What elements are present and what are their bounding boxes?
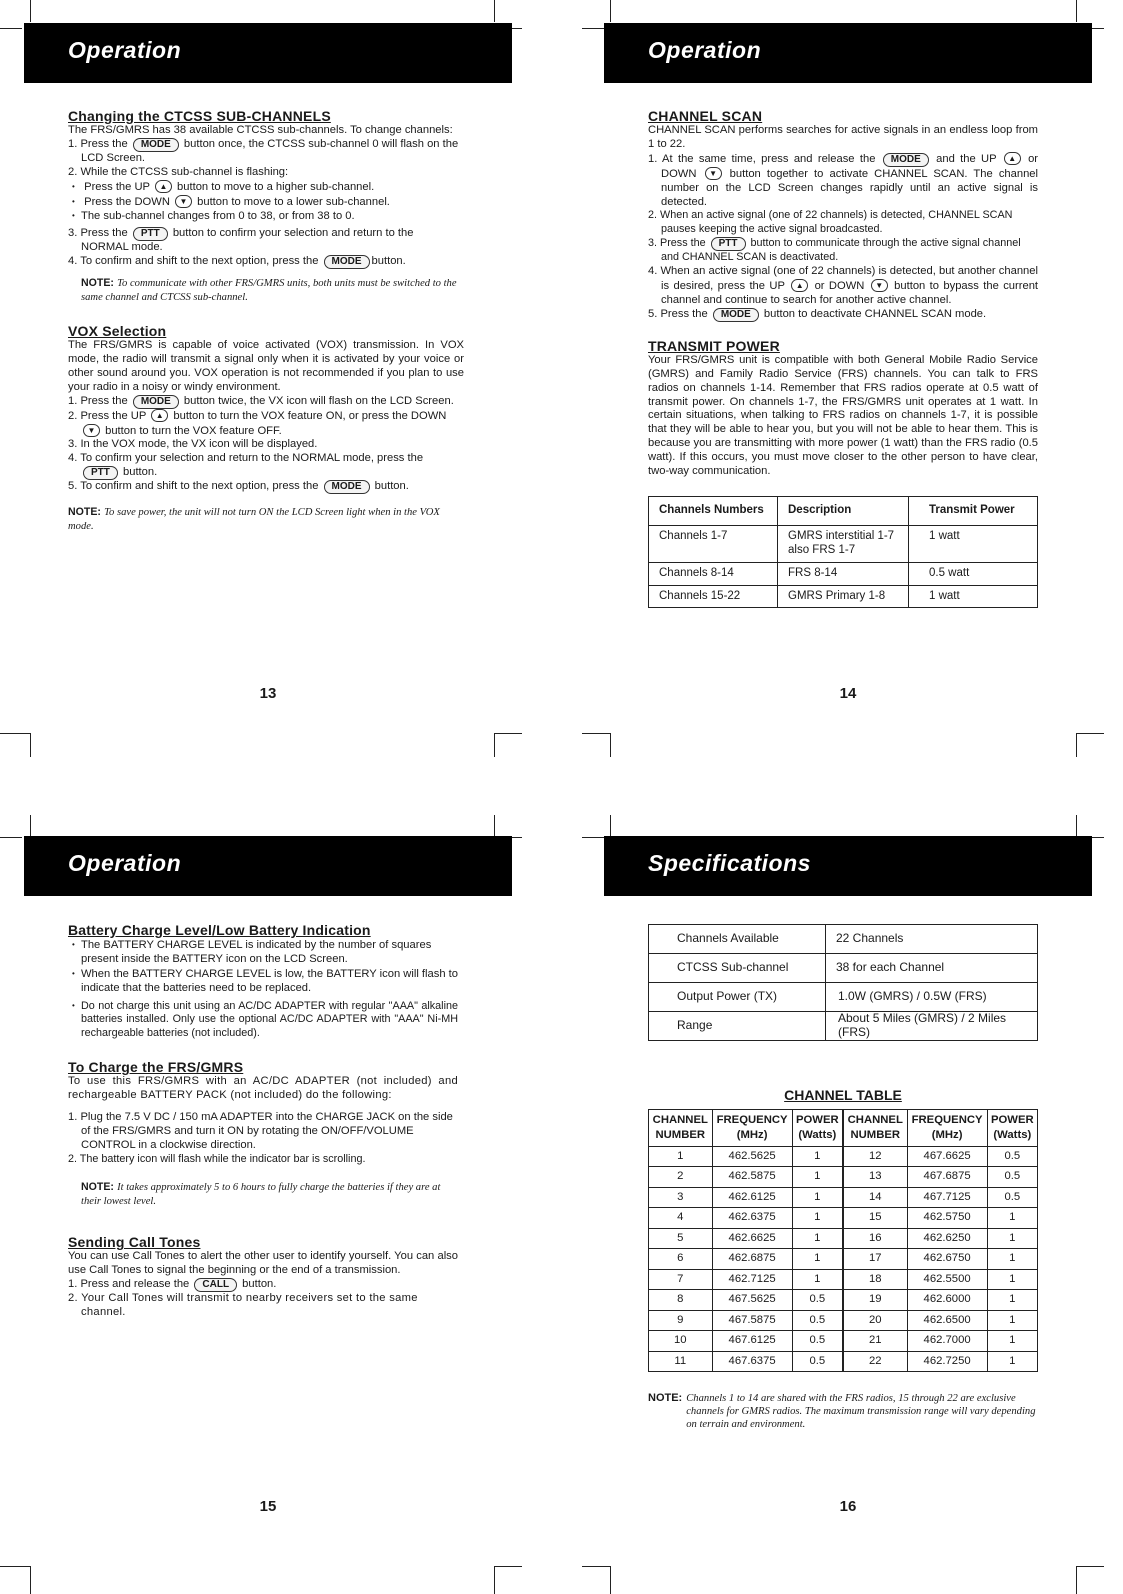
table-cell: 0.5 [987,1167,1037,1188]
table-cell: 1 watt [909,585,1038,608]
table-cell: 467.5875 [712,1310,792,1331]
down-key-icon: ▼ [705,167,722,180]
ctcss-step-1: 1. Press the MODE button once, the CTCSS sub-channel 0 will flash on the LCD Screen. [68,137,459,164]
spec-value: 22 Channels [826,925,1038,954]
call-intro: You can use Call Tones to alert the other user to identify yourself. You can also use Call Tones to signal the beginning or the end of a transmission. [68,1250,458,1277]
page14-content [648,110,1038,608]
table-row [649,1290,1038,1311]
vox-step-3: 3. In the VOX mode, the VX icon will be displayed. [68,438,318,451]
table-row [649,525,1038,562]
table-cell: 9 [649,1310,713,1331]
specifications-table [648,924,1038,1041]
table-cell: 462.5750 [907,1208,987,1229]
table-cell: 0.5 [792,1351,843,1372]
ptt-key-icon: PTT [83,466,118,480]
table-header: Channels Numbers [649,496,778,525]
table-cell: 1 [792,1167,843,1188]
table-cell: 462.6375 [712,1208,792,1229]
channel-table-title: CHANNEL TABLE [784,1087,902,1103]
table-row [649,562,1038,585]
spec-value: 38 for each Channel [826,954,1038,983]
mode-key-icon: MODE [133,395,179,409]
vox-note: NOTE: To save power, the unit will not turn ON the LCD Screen light when in the VOX mode. [68,506,440,533]
charge-step-1: 1. Plug the 7.5 V DC / 150 mA ADAPTER into the CHARGE JACK on the side of the FRS/GMRS and turn it ON by rotating the ON/OFF/VOLUME CONTROL in a clockwise direction. [68,1110,453,1151]
charge-heading: To Charge the FRS/GMRS [68,1059,244,1076]
vox-step-4: 4. To confirm your selection and return to the NORMAL mode, press the PTT button. [68,452,424,479]
vox-step-1: 1. Press the MODE button twice, the VX icon will flash on the LCD Screen. [68,394,454,407]
up-key-icon: ▲ [151,409,168,422]
channel-note [648,1392,1038,1431]
table-cell: 5 [649,1228,713,1249]
table-cell: 4 [649,1208,713,1229]
battery-bullet-2: • When the BATTERY CHARGE LEVEL is low, the BATTERY icon will flash to indicate that the batteries need to be replaced. [68,967,458,996]
table-cell: 20 [843,1310,907,1331]
table-row [649,1310,1038,1331]
table-cell: 462.5625 [712,1146,792,1167]
table-cell: 1 [792,1187,843,1208]
table-cell: 467.6875 [907,1167,987,1188]
table-cell: 1 [987,1310,1037,1331]
battery-bullet-3: • Do not charge this unit using an AC/DC ADAPTER with regular "AAA" alkaline batteries installed. Only use the optional AC/DC ADAPTER with "AAA" Ni-MH rechargeable batteries (not included). [68,999,458,1042]
page16-banner [604,836,1092,896]
table-cell: 1 [987,1249,1037,1270]
scan-step-2: 2. When an active signal (one of 22 channels) is detected, CHANNEL SCAN pauses keeping the active signal broadcasted. [648,209,1013,236]
spec-label: Range [649,1012,826,1041]
table-cell: 3 [649,1187,713,1208]
ptt-key-icon: PTT [711,237,746,251]
spec-label: Output Power (TX) [649,983,826,1012]
table-cell: 462.6250 [907,1228,987,1249]
page15-number: 15 [259,1498,277,1515]
table-cell: 0.5 [987,1146,1037,1167]
table-cell: 1 [649,1146,713,1167]
table-cell: 462.6625 [712,1228,792,1249]
table-cell: 8 [649,1290,713,1311]
table-cell: 15 [843,1208,907,1229]
table-row [649,1351,1038,1372]
table-cell: 7 [649,1269,713,1290]
power-heading: TRANSMIT POWER [648,337,780,354]
transmit-power-table [648,496,1038,609]
table-cell: 1 [987,1269,1037,1290]
table-cell: 467.6125 [712,1331,792,1352]
table-cell: 16 [843,1228,907,1249]
table-cell: 467.6625 [907,1146,987,1167]
table-cell: 462.6500 [907,1310,987,1331]
scan-step-5: 5. Press the MODE button to deactivate CHANNEL SCAN mode. [648,307,987,320]
down-key-icon: ▼ [83,424,100,437]
scan-step-1: 1. At the same time, press and release the MODE and the UP ▲ or DOWN ▼ button together to activate CHANNEL SCAN. The channel number on the LCD Screen changes rapidly until an active signal is detected. [648,152,1039,208]
table-cell: 467.7125 [907,1187,987,1208]
table-row [649,1249,1038,1270]
table-cell: 462.6125 [712,1187,792,1208]
table-row [649,954,1038,983]
table-cell: 1 [792,1208,843,1229]
table-row [649,925,1038,954]
table-row [649,983,1038,1012]
page13-content [68,110,464,534]
table-cell: 6 [649,1249,713,1270]
table-cell: 1 [792,1249,843,1270]
table-header-row [649,496,1038,525]
vox-step-5: 5. To confirm and shift to the next option, press the MODE button. [68,480,409,493]
table-cell: 1 [987,1290,1037,1311]
table-cell: 1 [987,1228,1037,1249]
ptt-key-icon: PTT [133,227,168,241]
down-key-icon: ▼ [175,195,192,208]
page15-banner [24,836,512,896]
battery-bullet-1: • The BATTERY CHARGE LEVEL is indicated by the number of squares present inside the BATTERY icon on the LCD Screen. [68,938,458,967]
table-row [649,1228,1038,1249]
table-cell: Channels 15-22 [649,585,778,608]
vox-step-2: 2. Press the UP ▲ button to turn the VOX feature ON, or press the DOWN ▼ button to turn the VOX feature OFF. [68,409,447,437]
vox-intro: The FRS/GMRS is capable of voice activated (VOX) transmission. In VOX mode, the radio will transmit a signal only when it is activated by your voice or other sound around you. VOX operation is not recommended if you plan to use your radio in a noisy or windy environment. [68,338,464,393]
page13-banner [24,23,512,83]
page15-content [68,924,458,1320]
page14-number: 14 [839,685,857,702]
table-cell: 462.6875 [712,1249,792,1270]
table-cell: 1 [792,1228,843,1249]
table-cell: 462.5875 [712,1167,792,1188]
table-row [649,1167,1038,1188]
ctcss-bullet-up: • Press the UP ▲ button to move to a higher sub-channel. [68,180,464,195]
call-heading: Sending Call Tones [68,1234,201,1251]
call-step-2: 2. Your Call Tones will transmit to nearby receivers set to the same channel. [68,1292,418,1319]
table-header: Description [778,496,909,525]
table-cell: 1 [792,1269,843,1290]
table-cell: Channels 1-7 [649,525,778,562]
table-cell: 462.7250 [907,1351,987,1372]
header-channel: CHANNEL NUMBER [649,1109,713,1146]
table-cell: 10 [649,1331,713,1352]
charge-step-2: 2. The battery icon will flash while the indicator bar is scrolling. [68,1152,366,1165]
table-cell: 19 [843,1290,907,1311]
call-key-icon: CALL [194,1278,237,1292]
channel-note-text: Channels 1 to 14 are shared with the FRS radios, 15 through 22 are exclusive channels for GMRS radios. The maximum transmission range will vary depending on terrain and environment. [686,1393,1036,1431]
table-header: Transmit Power [909,496,1038,525]
table-cell: 22 [843,1351,907,1372]
table-row [649,1146,1038,1167]
charge-intro: To use this FRS/GMRS with an AC/DC ADAPTER (not included) and rechargeable BATTERY PACK (not included) do the following: [68,1075,458,1102]
ctcss-note: NOTE: To communicate with other FRS/GMRS units, both units must be switched to the same channel and CTCSS sub-channel. [81,277,457,304]
table-cell: 12 [843,1146,907,1167]
table-cell: 462.5500 [907,1269,987,1290]
header-power: POWER (Watts) [792,1109,843,1146]
header-power: POWER (Watts) [987,1109,1037,1146]
table-cell: FRS 8-14 [778,562,909,585]
scan-intro: CHANNEL SCAN performs searches for active signals in an endless loop from 1 to 22. [648,123,1038,150]
spec-value: About 5 Miles (GMRS) / 2 Miles (FRS) [826,1012,1038,1041]
table-cell: 467.5625 [712,1290,792,1311]
table-cell: 1 watt [909,525,1038,562]
header-frequency: FREQUENCY (MHz) [907,1109,987,1146]
table-cell: 0.5 watt [909,562,1038,585]
table-cell: 462.6750 [907,1249,987,1270]
ctcss-step-2: 2. While the CTCSS sub-channel is flashing: [68,165,289,178]
table-cell: 18 [843,1269,907,1290]
mode-key-icon: MODE [713,308,759,322]
table-cell: 2 [649,1167,713,1188]
mode-key-icon: MODE [883,153,929,167]
page14-banner-title: Operation [648,37,762,63]
channel-table-header-row [649,1109,1038,1146]
ctcss-intro: The FRS/GMRS has 38 available CTCSS sub-channels. To change channels: [68,123,453,136]
table-cell: 14 [843,1187,907,1208]
mode-key-icon: MODE [133,138,179,152]
down-key-icon: ▼ [871,279,888,292]
table-cell: 467.6375 [712,1351,792,1372]
table-cell: 462.6000 [907,1290,987,1311]
table-cell: 462.7000 [907,1331,987,1352]
power-body: Your FRS/GMRS unit is compatible with both General Mobile Radio Service (GMRS) and Family Radio Service (FRS) channels. You can talk to FRS radios on channels 1-14. Remember that FRS radios operate at 0.5 watt of transmit power. On channels 1-7, the FRS/GMRS unit operates at 1 watt. In certain situations, when talking to FRS radios on channels 1-7, it is possible that they will be able to hear you, but you will not be able to hear them. This is because you are transmitting with more power (1 watt) than the FRS radio (0.5 watt). If this occurs, you must move closer to the other person to have clear, two-way communication. [648,353,1038,478]
table-cell: 1 [987,1208,1037,1229]
spec-value: 1.0W (GMRS) / 0.5W (FRS) [826,983,1038,1012]
charge-note: NOTE: It takes approximately 5 to 6 hours to fully charge the batteries if they are at their lowest level. [81,1180,441,1207]
ctcss-step-4: 4. To confirm and shift to the next option, press the MODE button. [68,255,406,268]
table-row [649,1269,1038,1290]
table-cell: 0.5 [792,1310,843,1331]
scan-heading: CHANNEL SCAN [648,108,763,124]
up-key-icon: ▲ [155,180,172,193]
mode-key-icon: MODE [324,480,370,494]
header-channel: CHANNEL NUMBER [843,1109,907,1146]
page14-banner [604,23,1092,83]
page16-number: 16 [839,1498,857,1515]
table-cell: 21 [843,1331,907,1352]
table-cell: 0.5 [792,1331,843,1352]
table-cell: 17 [843,1249,907,1270]
table-cell: 1 [792,1146,843,1167]
table-row [649,1331,1038,1352]
table-cell: 11 [649,1351,713,1372]
table-cell: 13 [843,1167,907,1188]
vox-heading: VOX Selection [68,323,167,340]
battery-heading: Battery Charge Level/Low Battery Indication [68,922,371,938]
table-row [649,1208,1038,1229]
table-cell: 0.5 [792,1290,843,1311]
page16-banner-title: Specifications [648,850,811,876]
page15-banner-title: Operation [68,850,182,876]
table-cell: GMRS interstitial 1-7 also FRS 1-7 [778,525,909,562]
up-key-icon: ▲ [791,279,808,292]
ctcss-heading: Changing the CTCSS SUB-CHANNELS [68,108,331,124]
table-cell: 462.7125 [712,1269,792,1290]
page13-banner-title: Operation [68,37,182,63]
header-frequency: FREQUENCY (MHz) [712,1109,792,1146]
mode-key-icon: MODE [324,255,370,269]
ctcss-bullet-range: • The sub-channel changes from 0 to 38, or from 38 to 0. [68,209,464,224]
scan-step-3: 3. Press the PTT button to communicate through the active signal channel and CHANNEL SCAN is deactivated. [648,237,1021,264]
ctcss-step-3: 3. Press the PTT button to confirm your selection and return to the NORMAL mode. [68,227,414,254]
table-cell: Channels 8-14 [649,562,778,585]
table-cell: 1 [987,1351,1037,1372]
call-step-1: 1. Press and release the CALL button. [68,1278,277,1291]
spec-label: CTCSS Sub-channel [649,954,826,983]
page13-number: 13 [259,685,277,702]
ctcss-bullet-down: • Press the DOWN ▼ button to move to a lower sub-channel. [68,195,464,210]
spec-label: Channels Available [649,925,826,954]
scan-step-4: 4. When an active signal (one of 22 channels) is detected, but another channel is desired, press the UP ▲ or DOWN ▼ button to bypass the current channel and continue to search for another active channel. [648,265,1039,306]
channel-table [648,1109,1038,1373]
table-cell: 0.5 [987,1187,1037,1208]
table-row [649,1012,1038,1041]
up-key-icon: ▲ [1004,152,1021,165]
table-row [649,585,1038,608]
table-cell: GMRS Primary 1-8 [778,585,909,608]
table-row [649,1187,1038,1208]
table-cell: 1 [987,1331,1037,1352]
channel-note-label: NOTE: [648,1392,683,1405]
page16-content [648,924,1038,1431]
